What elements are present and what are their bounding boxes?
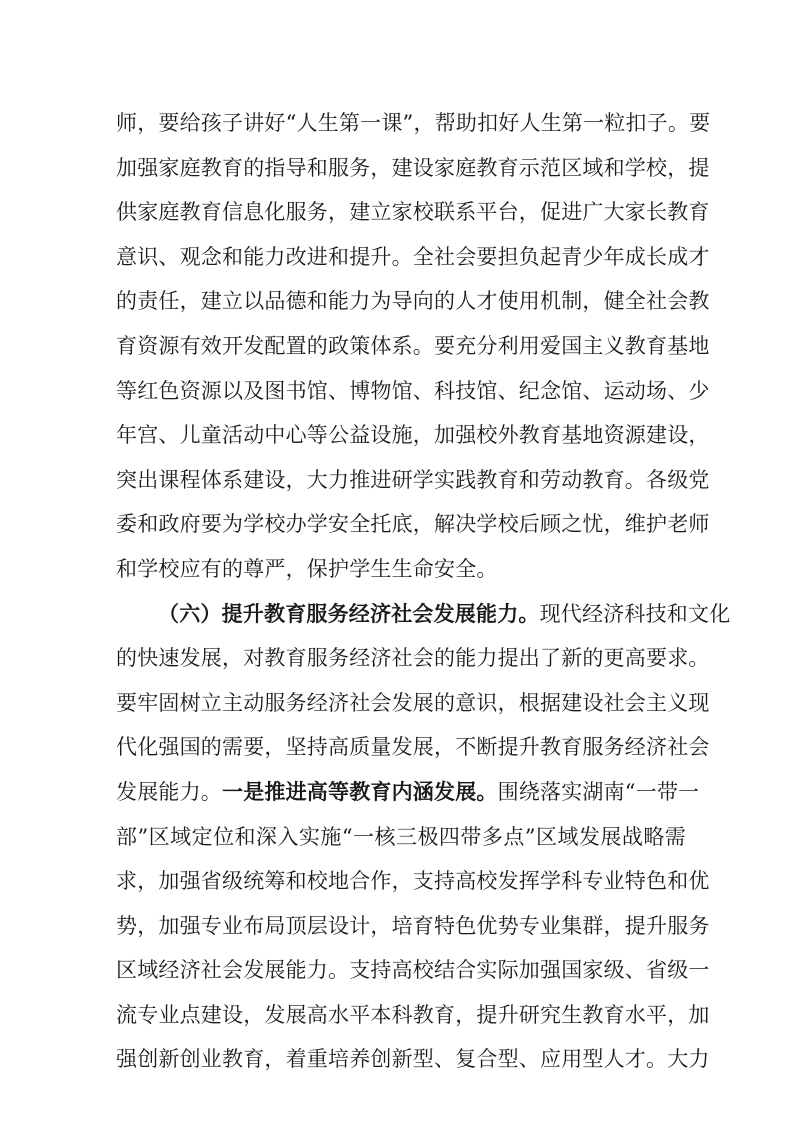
- text-line: 加强家庭教育的指导和服务，建设家庭教育示范区域和学校，提: [116, 155, 710, 180]
- text-line: 的快速发展，对教育服务经济社会的能力提出了新的更高要求。: [116, 646, 710, 671]
- section-heading-line: [116, 592, 731, 637]
- text-line: 求，加强省级统筹和校地合作，支持高校发挥学科专业特色和优: [116, 869, 710, 894]
- section-heading: （六）提升教育服务经济社会发展能力。: [158, 601, 540, 626]
- text-line: 委和政府要为学校办学安全托底，解决学校后顾之忧，维护老师: [116, 512, 710, 537]
- text-fragment: 发展能力。: [116, 779, 222, 804]
- body-text: [116, 101, 731, 1082]
- text-line: 区域经济社会发展能力。支持高校结合实际加强国家级、省级一: [116, 958, 710, 983]
- text-line: 势，加强专业布局顶层设计，培育特色优势专业集群，提升服务: [116, 913, 710, 938]
- text-line: 等红色资源以及图书馆、博物馆、科技馆、纪念馆、运动场、少: [116, 378, 710, 403]
- text-line: 师，要给孩子讲好“人生第一课”，帮助扣好人生第一粒扣子。要: [116, 111, 711, 135]
- text-line: 流专业点建设，发展高水平本科教育，提升研究生教育水平，加: [116, 1002, 710, 1027]
- bold-subheading: 一是推进高等教育内涵发展。: [222, 779, 498, 804]
- text-fragment: 围绕落实湖南“一带一: [497, 779, 700, 804]
- text-line: 供家庭教育信息化服务，建立家校联系平台，促进广大家长教育: [116, 200, 710, 225]
- text-line: 育资源有效开发配置的政策体系。要充分利用爱国主义教育基地: [116, 333, 710, 358]
- text-fragment: 现代经济科技和文化: [539, 601, 731, 626]
- text-line: 部”区域定位和深入实施“一核三极四带多点”区域发展战略需: [116, 824, 686, 849]
- text-line: 和学校应有的尊严，保护学生生命安全。: [116, 556, 498, 581]
- text-line: 强创新创业教育，着重培养创新型、复合型、应用型人才。大力: [116, 1047, 710, 1072]
- text-line: 的责任，建立以品德和能力为导向的人才使用机制，健全社会教: [116, 289, 710, 314]
- text-line: 要牢固树立主动服务经济社会发展的意识，根据建设社会主义现: [116, 690, 710, 715]
- text-line: 突出课程体系建设，大力推进研学实践教育和劳动教育。各级党: [116, 467, 710, 492]
- text-line: 意识、观念和能力改进和提升。全社会要担负起青少年成长成才: [116, 244, 710, 269]
- text-line: 年宫、儿童活动中心等公益设施，加强校外教育基地资源建设，: [116, 423, 710, 448]
- text-line-with-bold: [116, 770, 700, 815]
- text-line: 代化强国的需要，坚持高质量发展，不断提升教育服务经济社会: [116, 735, 710, 760]
